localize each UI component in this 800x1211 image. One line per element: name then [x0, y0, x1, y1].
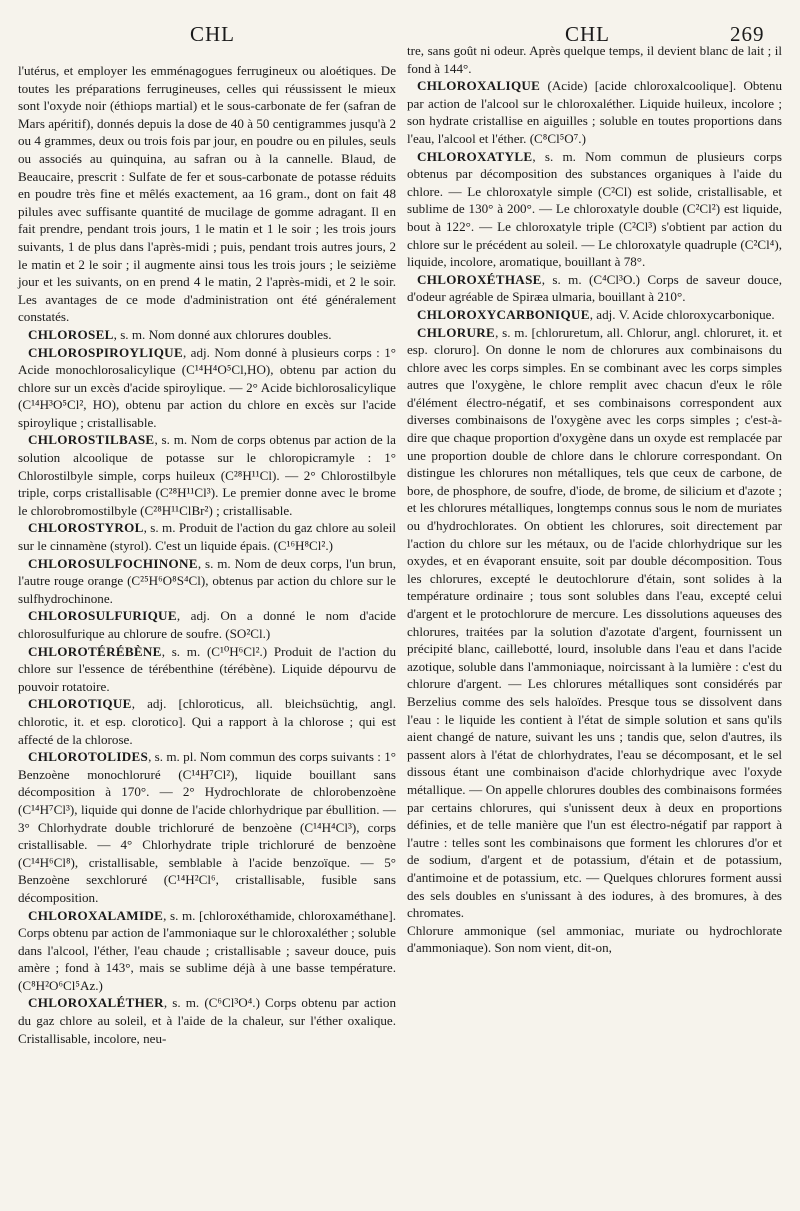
- dictionary-entry: [407, 77, 782, 147]
- dictionary-entry: [407, 306, 782, 324]
- continued-text: [18, 62, 396, 326]
- entry-text: , adj. On a donné le nom d'acide chlorosulfurique au chlorure de soufre. (SO²Cl.): [18, 608, 396, 641]
- entry-headword: CHLOROSPIROYLIQUE: [28, 344, 183, 360]
- entry-text: , s. m. Nom de deux corps, l'un brun, l'autre rouge orange (C²⁵H⁶O⁸S⁴Cl), obtenus par action du chlore sur le sulfhydrochinone.: [18, 555, 396, 606]
- entry-text: l'utérus, et employer les emménagogues ferrugineux ou aloétiques. De toutes les préparations ferrugineuses, celles qui réussissent le mieux sont l'oxyde noir (éthiops martial) et le sous-carbonate de fer (safran de Mars apéritif), donnés depuis la dose de 40 à 50 centigrammes jusqu'à 2 ou 4 grammes, deux ou trois fois par jour, en poudre ou en pilules, seuls ou associés au quinquina, au safran ou à la cannelle. Blaud, de Beaucaire, prescrit : Sulfate de fer et sous-carbonate de potasse réduits en poudre très fine et mêlés exactement, aa 16 gram., dont on fait 48 pilules avec suffisante quantité de mucilage de gomme adragant. Il en fait prendre, pendant trois jours, 1 le matin et 1 le soir ; les trois jours suivants, 1 de plus dans l'après-midi ; puis, pendant trois autres jours, 2 le matin et 2 le soir ; il augmente ainsi tous les trois jours ; le seizième jour et les suivants, on en prend 4 le matin, 2 l'après-midi, et 2 le soir. Les avantages de ce mode d'administration ont été généralement constatés.: [18, 63, 396, 325]
- running-head-left: CHL: [190, 22, 235, 46]
- dictionary-entry: [18, 994, 396, 1047]
- entry-headword: CHLOROTÉRÉBÈNE: [28, 643, 162, 659]
- entry-text: , s. m. (C¹⁰H⁶Cl².) Produit de l'action du chlore sur l'essence de térébenthine (térébène). Liquide dépourvu de pouvoir rotatoire.: [18, 643, 396, 694]
- entry-text: , s. m. pl. Nom commun des corps suivants : 1° Benzoène monochloruré (C¹⁴H⁷Cl²), liquide bouillant sans décomposition à 170°. — 2° Hydrochlorate de chlorobenzoène (C¹⁴H⁷Cl³), liquide qui donne de l'acide chlorhydrique par ébullition. — 3° Chlorhydrate double trichloruré de benzoène (C¹⁴H⁴Cl³), corps cristallisable. — 4° Chlorhydrate triple trichloruré de benzoène (C¹⁴H⁶Cl⁸), cristallisable, semblable à l'acide benzoïque. — 5° Benzoène sexchloruré (C¹⁴H²Cl⁶, cristallisable, fusible sans décomposition.: [18, 749, 396, 905]
- dictionary-entry: [407, 324, 782, 922]
- dictionary-entry: [18, 326, 396, 344]
- entry-text: , s. m. Produit de l'action du gaz chlore au soleil sur le cinnamène (styrol). C'est un liquide épais. (C¹⁶H⁸Cl².): [18, 520, 396, 554]
- continued-text: [407, 922, 782, 957]
- dictionary-entry: [18, 519, 396, 554]
- entry-headword: CHLOROXYCARBONIQUE: [417, 306, 590, 322]
- entry-headword: CHLOROTOLIDES: [28, 749, 149, 765]
- entry-headword: CHLOROXÉTHASE: [417, 271, 542, 287]
- entry-text: , s. m. [chloroxéthamide, chloroxaméthane]. Corps obtenu par action de l'ammoniaque sur le chloroxaléther ; soluble dans l'alcool, l'éther, l'eau chaude ; cristallisable ; saveur douce, puis amère ; fond à 143°, mais se sublime déjà à une basse température. (C⁸H²O⁶Cl⁵Az.): [18, 907, 396, 993]
- entry-headword: CHLOROSTILBASE: [28, 432, 155, 448]
- entry-headword: CHLOROXALAMIDE: [28, 907, 164, 923]
- entry-text: , s. m. (C⁶Cl³O⁴.) Corps obtenu par action du gaz chlore au soleil, et à l'aide de la chaleur, sur l'éther oxalique. Cristallisable, incolore, neu-: [18, 995, 396, 1046]
- right-column: [407, 42, 782, 957]
- dictionary-entry: [18, 431, 396, 519]
- dictionary-entry: [18, 907, 396, 995]
- entry-text: tre, sans goût ni odeur. Après quelque temps, il devient blanc de lait ; il fond à 144°.: [407, 43, 782, 76]
- entry-headword: CHLOROSULFOCHINONE: [28, 555, 198, 571]
- entry-text: , s. m. (C⁴Cl³O.) Corps de saveur douce, d'odeur agréable de Spiræa ulmaria, bouillant à 210°.: [407, 271, 782, 305]
- entry-text: , adj. V. Acide chloroxycarbonique.: [589, 306, 775, 322]
- entry-text: Chlorure ammonique (sel ammoniac, muriate ou hydrochlorate d'ammoniaque). Son nom vient, dit-on,: [407, 922, 782, 956]
- entry-headword: CHLOROSEL: [28, 326, 114, 342]
- entry-headword: CHLORURE: [417, 324, 496, 340]
- entry-headword: CHLOROXATYLE: [417, 148, 533, 164]
- dictionary-entry: [18, 695, 396, 748]
- running-head-right: CHL: [565, 22, 610, 46]
- entry-text: , s. m. Nom de corps obtenus par action de la solution alcoolique de potasse sur le chloropicramyle : 1° Chlorostilbyle simple, corps huileux (C²⁸H¹¹Cl). — 2° Chlorostilbyle triple, corps cristallisable (C²⁸H¹¹Cl³). Le premier donne avec le brome le chlorobromostilbyle (C²⁸H¹¹ClBr²) ; cristallisable.: [18, 432, 396, 518]
- entry-text: , adj. Nom donné à plusieurs corps : 1° Acide monochlorosalicylique (C¹⁴H⁴O⁵Cl,HO), obtenu par action du chlore sur un excès d'acide spiroylique. — 2° Acide bichlorosalicylique (C¹⁴H³O⁵Cl², HO), obtenu par action du chlore en excès sur l'acide spiroylique ; cristallisable.: [18, 344, 396, 430]
- entry-headword: CHLOROSTYROL: [28, 520, 144, 536]
- entry-headword: CHLOROXALÉTHER: [28, 995, 164, 1011]
- dictionary-entry: [18, 555, 396, 608]
- entry-text: (Acide) [acide chloroxalcoolique]. Obtenu par action de l'alcool sur le chloroxaléther. Liquide huileux, incolore ; son hydrate cristallise en aiguilles ; soluble en toutes proportions dans l'eau, l'alcool et l'éther. (C⁸Cl⁵O⁷.): [407, 78, 782, 146]
- dictionary-entry: [18, 344, 396, 432]
- page-number: 269: [730, 22, 765, 46]
- dictionary-entry: [18, 643, 396, 696]
- dictionary-entry: [407, 148, 782, 271]
- entry-text: , adj. [chloroticus, all. bleichsüchtig, angl. chlorotic, it. et esp. clorotico]. Qui a rapport à la chlorose ; qui est affecté de la chlorose.: [18, 696, 396, 747]
- dictionary-entry: [18, 748, 396, 906]
- entry-headword: CHLOROSULFURIQUE: [28, 608, 177, 624]
- entry-text: , s. m. Nom donné aux chlorures doubles.: [113, 326, 332, 342]
- entry-text: , s. m. Nom commun de plusieurs corps obtenus par décomposition des substances organiques à l'aide du chlore. — Le chloroxatyle simple (C²Cl) est solide, cristallisable, et sublime de 130° à 200°. — Le chloroxatyle double (C²Cl²) est liquide, bout à 122°. — Le chloroxatyle triple (C²Cl³) s'obtient par action du chlore sur le précédent au soleil. — Le chloroxatyle quadruple (C²Cl⁴), liquide, incolore, aromatique, bouillant à 78°.: [407, 148, 782, 270]
- dictionary-entry: [407, 271, 782, 306]
- left-column: [18, 62, 396, 1047]
- entry-headword: CHLOROTIQUE: [28, 696, 132, 712]
- entry-headword: CHLOROXALIQUE: [417, 78, 541, 94]
- dictionary-entry: [18, 607, 396, 642]
- continued-text: [407, 42, 782, 77]
- entry-text: , s. m. [chloruretum, all. Chlorur, angl. chloruret, it. et esp. cloruro]. On donne le nom de chlorures aux combinaisons du chlore avec les corps simples. En se combinant avec les corps simples autres que l'oxygène, le chlore remplit avec chacun d'eux le rôle d'élément électro-négatif, et ses combinaisons correspondent aux diverses combinaisons de l'oxygène avec les corps simples ; c'est-à-dire que chaque proportion d'oxygène dans un oxyde est remplacée par une proportion double de chlore dans le chlorure correspondant. On distingue les chlorures non métalliques, tels que ceux de carbone, de bore, de phosphore, de soufre, d'iode, de brome, de silicium et d'azote ; et les chlorures métalliques, longtemps connus sous le nom de muriates ou d'hydrochlorates. On obtient les chlorures, soit directement par l'action du chlore sur les métaux, ou de l'acide chlorhydrique sur les oxydes, et en évaporant ensuite, soit par double décomposition. Tous les chlorures, excepté le deutochlorure d'étain, sont solides à la température ordinaire ; tous sont solubles dans l'eau, excepté celui d'argent et le protochlorure de mercure. Les dissolutions aqueuses des chlorures, traitées par la solution d'azotate d'argent, fournissent un précipité blanc, caillebotté, lourd, insoluble dans l'eau et dans l'acide azotique, soluble dans l'ammoniaque, noircissant à la lumière : c'est du chlorure d'argent. — Les chlorures métalliques sont considérés par Berzelius comme des sels haloïdes. Presque tous se dissolvent dans l'eau : le liquide les contient à l'état de simple solution et sans qu'ils aient changé de nature, suivant les uns ; tandis que, selon d'autres, ils passent alors à l'état de chlorhydrates, l'eau se décomposant, et le sel dissous étant une combinaison d'acide chlorhydrique avec l'oxyde métallique. — On appelle chlorures doubles des combinaisons formées par certains chlorures, qui s'unissent deux à deux en proportions définies, et de telle manière que l'un est électro-négatif par rapport à l'autre : telles sont les combinaisons que forment les chlorures d'or et de sodium, d'argent et de potassium, d'étain et de potassium, d'antimoine et de potassium, etc. — Quelques chlorures forment aussi des sels doubles en s'unissant à des iodures, à des bromures, à des chromates.: [407, 324, 782, 921]
